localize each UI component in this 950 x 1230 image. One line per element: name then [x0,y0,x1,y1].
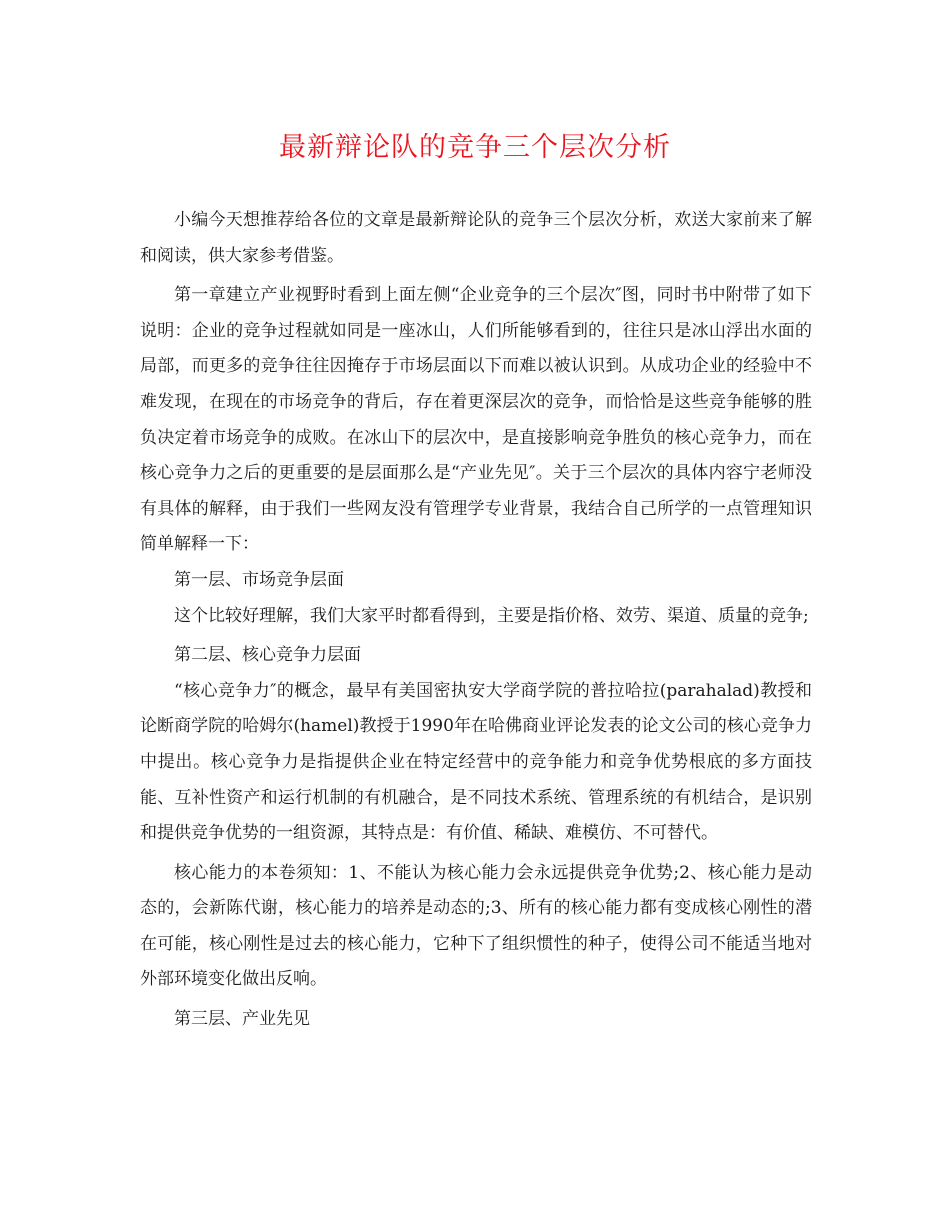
document-body [140,203,812,1038]
heading-level-one: 第一层、市场竞争层面 [174,569,344,590]
paragraph-core-competence: “核心竞争力″的概念，最早有美国密执安大学商学院的普拉哈拉(parahalad)教授和论断商学院的哈姆尔(hamel)教授于1990年在哈佛商业评论发表的论文公司的核心竞争力中提出。核心竞争力是指提供企业在特定经营中的竞争能力和竞争优势根底的多方面技能、互补性资产和运行机制的有机融合，是不同技术系统、管理系统的有机结合，是识别和提供竞争优势的一组资源，其特点是：有价值、稀缺、难模仿、不可替代。 [140,680,812,844]
paragraph-intro: 小编今天想推荐给各位的文章是最新辩论队的竞争三个层次分析，欢送大家前来了解和阅读，供大家参考借鉴。 [140,210,812,266]
page-title: 最新辩论队的竞争三个层次分析 [279,132,671,163]
heading-level-three: 第三层、产业先见 [174,1009,310,1030]
paragraph-market-competition: 这个比较好理解，我们大家平时都看得到，主要是指价格、效劳、渠道、质量的竞争; [174,605,809,626]
heading-level-two: 第二层、核心竞争力层面 [174,645,361,666]
paragraph-chapter-one: 第一章建立产业视野时看到上面左侧“企业竞争的三个层次″图，同时书中附带了如下说明：企业的竞争过程就如同是一座冰山，人们所能够看到的，往往只是冰山浮出水面的局部，而更多的竞争往往因掩存于市场层面以下而难以被认识到。从成功企业的经验中不难发现，在现在的市场竞争的背后，存在着更深层次的竞争，而恰恰是这些竞争能够的胜负决定着市场竞争的成败。在冰山下的层次中，是直接影响竞争胜负的核心竞争力，而在核心竞争力之后的更重要的是层面那么是“产业先见″。关于三个层次的具体内容宁老师没有具体的解释，由于我们一些网友没有管理学专业背景，我结合自己所学的一点管理知识简单解释一下： [140,285,812,555]
paragraph-core-ability-notes: 核心能力的本卷须知：1、不能认为核心能力会永远提供竞争优势;2、核心能力是动态的，会新陈代谢，核心能力的培养是动态的;3、所有的核心能力都有变成核心刚性的潜在可能，核心刚性是过去的核心能力，它种下了组织惯性的种子，使得公司不能适当地对外部环境变化做出反响。 [140,862,812,990]
